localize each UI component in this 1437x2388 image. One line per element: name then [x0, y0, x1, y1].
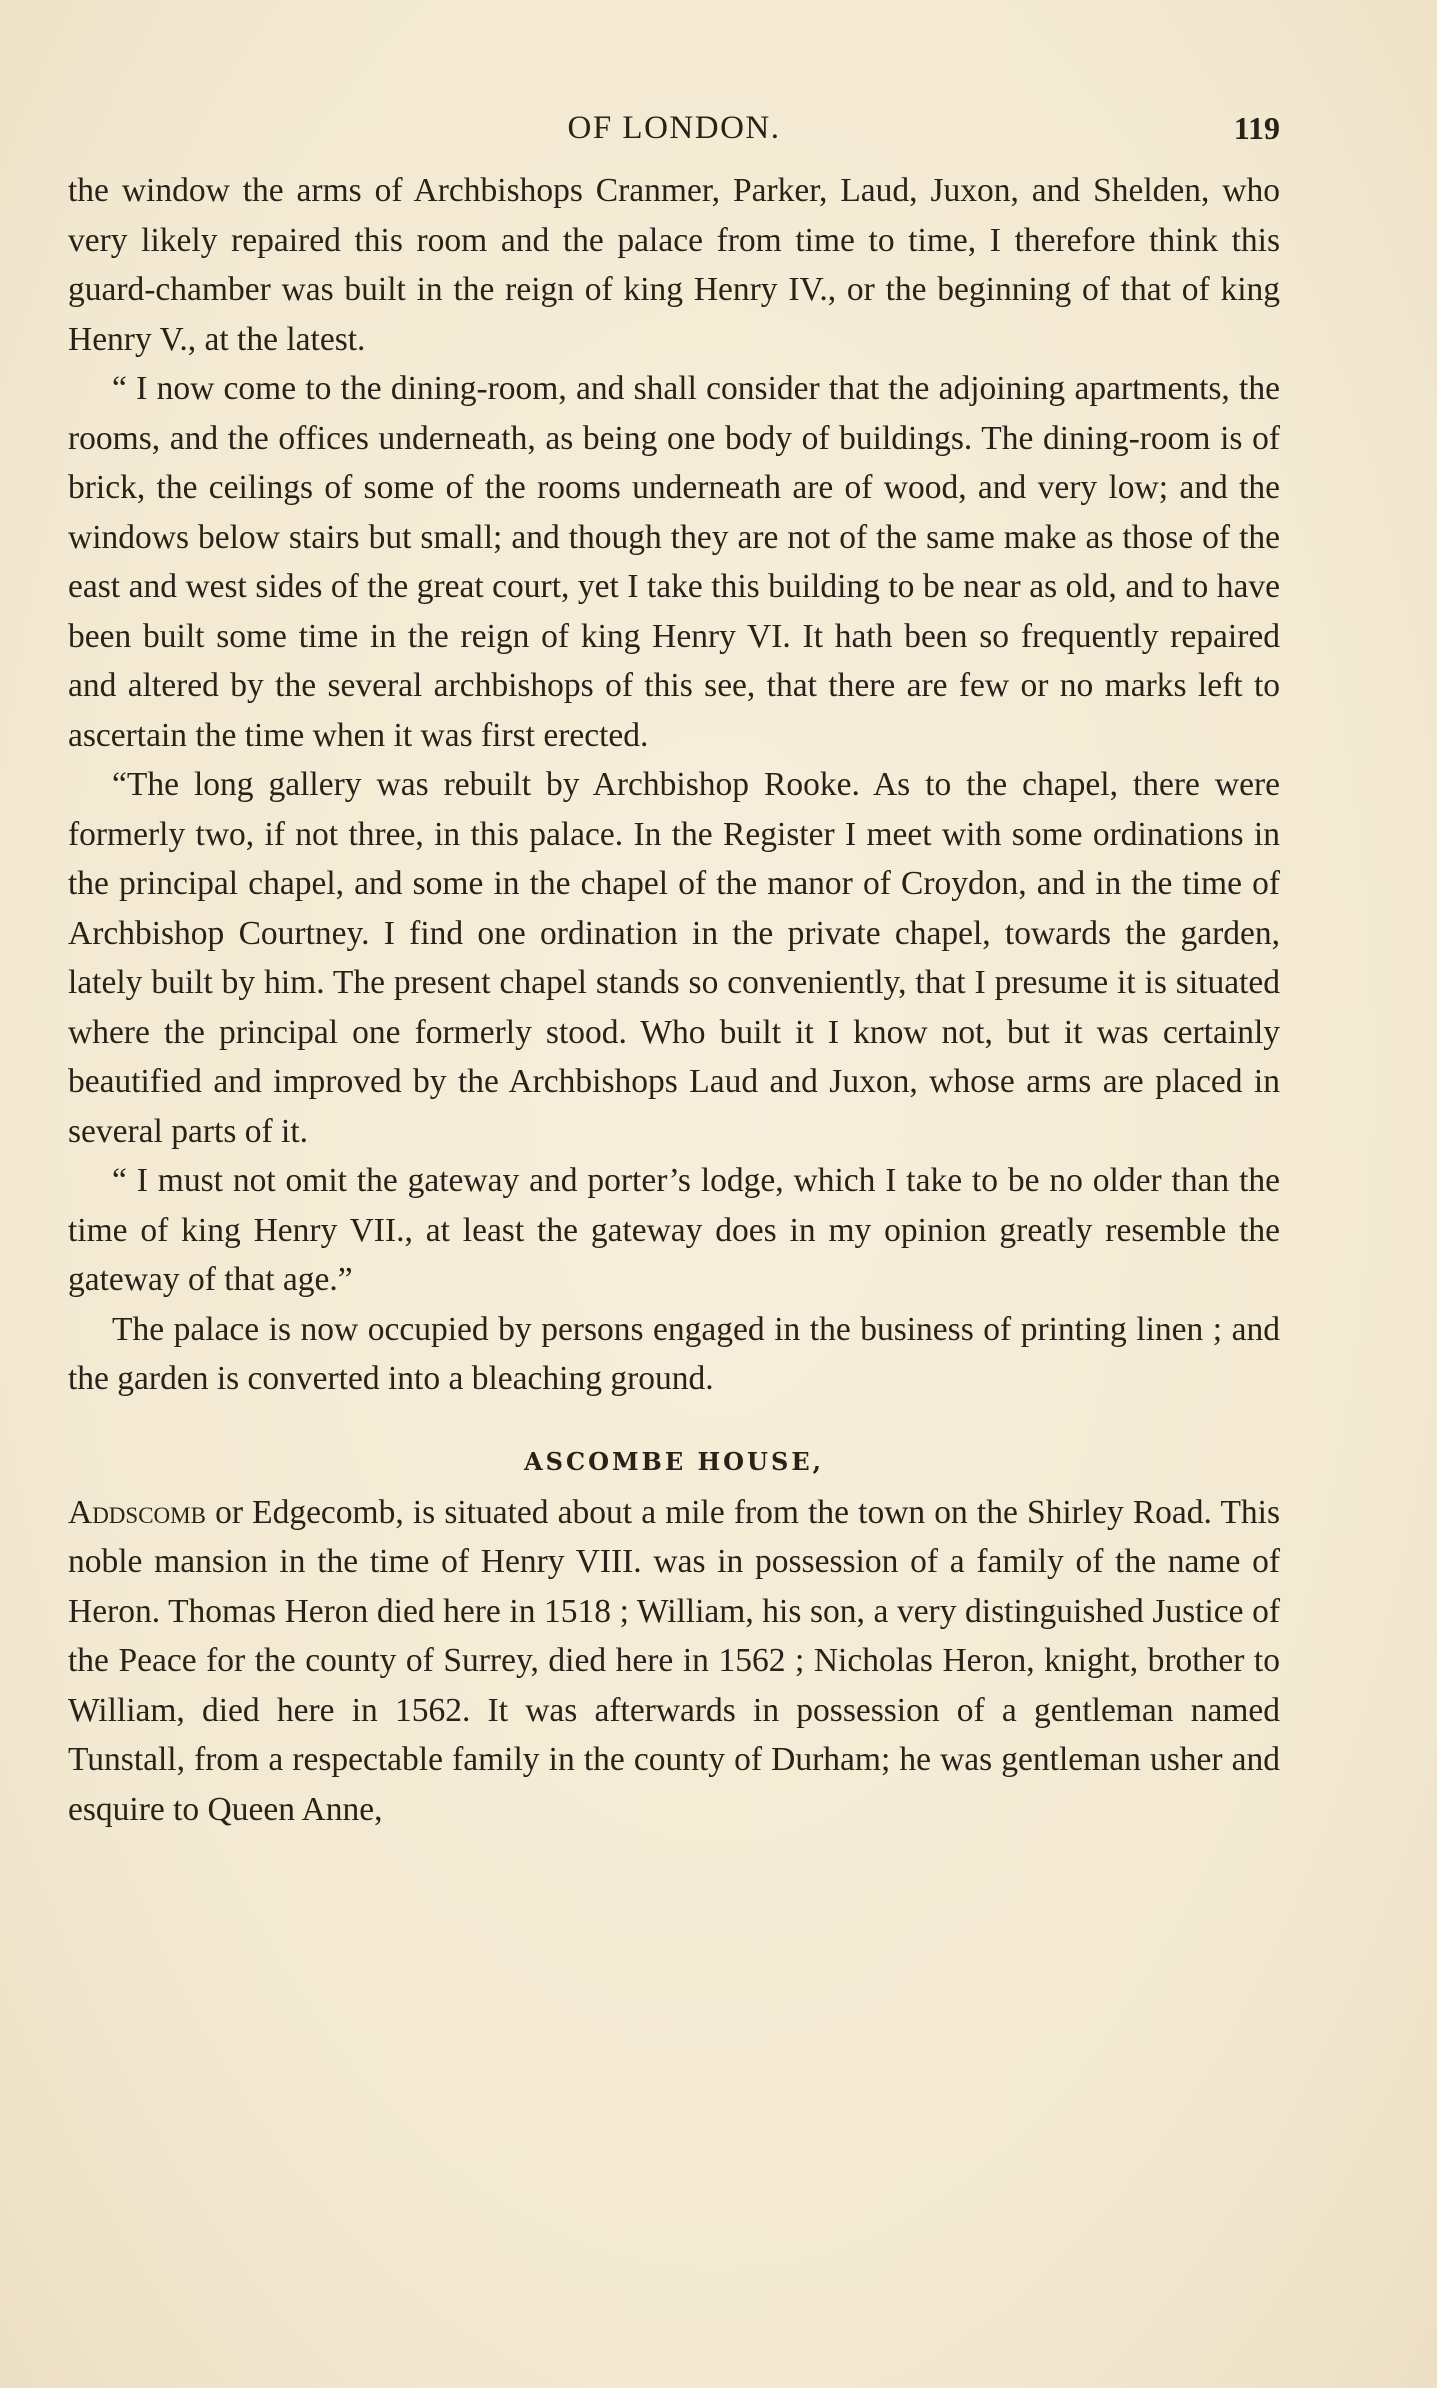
paragraph-palace-occupied: The palace is now occupied by persons engaged in the business of printing linen ; and the garden is converted into a bleaching ground. — [68, 1310, 1280, 1397]
page-number: 119 — [1233, 110, 1280, 146]
paragraph-addscomb — [68, 1488, 1280, 1835]
running-title: OF LONDON. — [567, 110, 781, 146]
paragraph-dining-room: “ I now come to the dining-room, and shall consider that the adjoining apartments, the rooms, and the offices underneath, as being one body of buildings. The dining-room is of brick, the ceilings of some of the rooms underneath are of wood, and very low; and the windows below stairs but small; and though they are not of the same make as those of the east and west sides of the great court, yet I take this building to be near as old, and to have been built some time in the reign of king Henry VI. It hath been so frequently repaired and altered by the several archbishops of this see, that there are few or no marks left to ascertain the time when it was first erected. — [68, 370, 1280, 754]
body-text — [68, 166, 1280, 1834]
paragraph-long-gallery: “The long gallery was rebuilt by Archbishop Rooke. As to the chapel, there were formerly two, if not three, in this palace. In the Register I meet with some ordinations in the principal chapel, and some in the chapel of the manor of Croydon, and in the time of Archbishop Courtney. I find one ordination in the private chapel, towards the garden, lately built by him. The present chapel stands so conveniently, that I presume it is situated where the principal one formerly stood. Who built it I know not, but it was certainly beautified and improved by the Archbishops Laud and Juxon, whose arms are placed in several parts of it. — [68, 766, 1280, 1150]
paragraph-guard-chamber: the window the arms of Archbishops Cranmer, Parker, Laud, Juxon, and Shelden, who very likely repaired this room and the palace from time to time, I therefore think this guard-chamber was built in the reign of king Henry IV., or the beginning of that of king Henry V., at the latest. — [68, 172, 1280, 358]
paragraph-addscomb-text: or Edgecomb, is situated about a mile from the town on the Shirley Road. This noble mansion in the time of Henry VIII. was in possession of a family of the name of Heron. Thomas Heron died here in 1518 ; William, his son, a very distinguished Justice of the Peace for the county of Surrey, died here in 1562 ; Nicholas Heron, knight, brother to William, died here in 1562. It was afterwards in possession of a gentleman named Tunstall, from a respectable family in the county of Durham; he was gentleman usher and esquire to Queen Anne, — [68, 1493, 1280, 1828]
lead-in-word: Addscomb — [68, 1493, 206, 1531]
running-head — [68, 108, 1280, 148]
paragraph-gateway: “ I must not omit the gateway and porter’s lodge, which I take to be no older than the time of king Henry VII., at least the gateway does in my opinion greatly resemble the gateway of that age.” — [68, 1162, 1280, 1298]
section-heading: ASCOMBE HOUSE, — [524, 1446, 824, 1476]
